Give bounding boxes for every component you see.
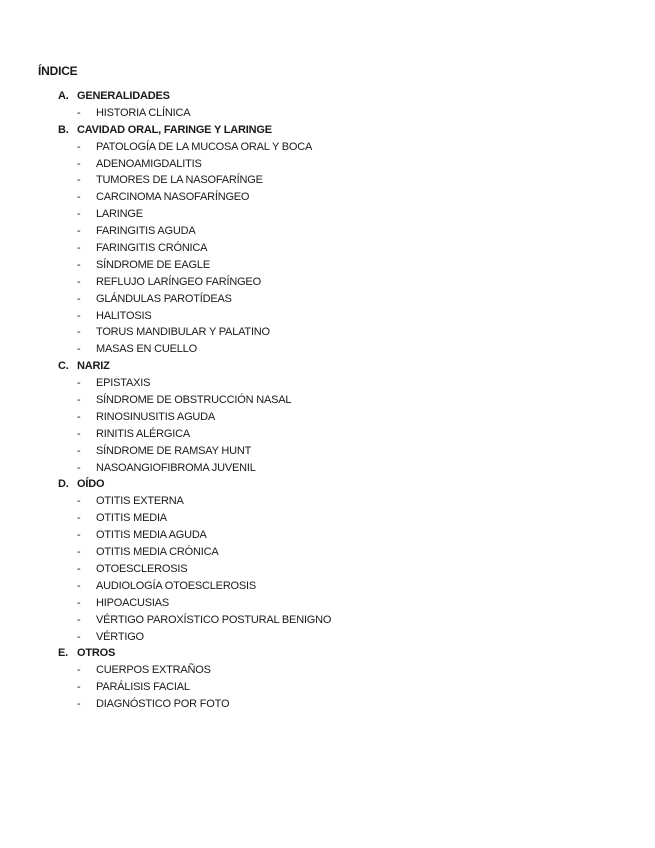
list-dash-marker: - xyxy=(77,343,81,356)
list-dash-marker: - xyxy=(77,242,81,255)
section-letter: D. xyxy=(58,478,69,491)
toc-entry xyxy=(58,679,331,696)
toc-entry-label: OTITIS MEDIA xyxy=(96,512,167,525)
table-of-contents xyxy=(58,88,331,713)
toc-entry-label: NASOANGIOFIBROMA JUVENIL xyxy=(96,461,256,474)
toc-entry-label: GLÁNDULAS PAROTÍDEAS xyxy=(96,292,232,305)
toc-entry-label: DIAGNÓSTICO POR FOTO xyxy=(96,698,230,711)
toc-entry-label: TUMORES DE LA NASOFARÍNGE xyxy=(96,174,263,187)
toc-entry-label: VÉRTIGO xyxy=(96,630,144,643)
toc-entry-label: RINOSINUSITIS AGUDA xyxy=(96,410,216,423)
toc-entry-label: OTITIS MEDIA CRÓNICA xyxy=(96,546,219,559)
list-dash-marker: - xyxy=(77,444,81,457)
toc-entry xyxy=(58,240,331,257)
toc-entry xyxy=(58,460,331,477)
toc-entry-label: TORUS MANDIBULAR Y PALATINO xyxy=(96,326,270,339)
toc-entry-label: EPISTAXIS xyxy=(96,377,151,390)
toc-entry-label: ADENOAMIGDALITIS xyxy=(96,157,202,170)
toc-section xyxy=(58,476,331,493)
toc-entry-label: SÍNDROME DE OBSTRUCCIÓN NASAL xyxy=(96,394,292,407)
toc-entry-label: RINITIS ALÉRGICA xyxy=(96,427,190,440)
toc-entry xyxy=(58,612,331,629)
list-dash-marker: - xyxy=(77,258,81,271)
list-dash-marker: - xyxy=(77,394,81,407)
toc-entry-label: AUDIOLOGÍA OTOESCLEROSIS xyxy=(96,579,257,592)
toc-entry xyxy=(58,561,331,578)
list-dash-marker: - xyxy=(77,664,81,677)
list-dash-marker: - xyxy=(77,562,81,575)
list-dash-marker: - xyxy=(77,512,81,525)
list-dash-marker: - xyxy=(77,309,81,322)
toc-entry xyxy=(58,189,331,206)
list-dash-marker: - xyxy=(77,529,81,542)
toc-entry xyxy=(58,696,331,713)
list-dash-marker: - xyxy=(77,225,81,238)
toc-entry-label: HISTORIA CLÍNICA xyxy=(96,106,191,119)
toc-entry xyxy=(58,392,331,409)
list-dash-marker: - xyxy=(77,427,81,440)
toc-entry-label: CUERPOS EXTRAÑOS xyxy=(96,664,211,677)
list-dash-marker: - xyxy=(77,495,81,508)
toc-entry xyxy=(58,527,331,544)
list-dash-marker: - xyxy=(77,191,81,204)
toc-entry xyxy=(58,172,331,189)
toc-entry xyxy=(58,341,331,358)
section-letter: E. xyxy=(58,647,68,660)
toc-entry xyxy=(58,510,331,527)
list-dash-marker: - xyxy=(77,410,81,423)
toc-entry-label: SÍNDROME DE RAMSAY HUNT xyxy=(96,444,252,457)
section-letter: B. xyxy=(58,123,69,136)
toc-section xyxy=(58,88,331,105)
toc-entry xyxy=(58,629,331,646)
toc-entry-label: FARINGITIS AGUDA xyxy=(96,225,196,238)
section-letter: A. xyxy=(58,90,69,102)
toc-entry-label: SÍNDROME DE EAGLE xyxy=(96,258,210,271)
toc-entry xyxy=(58,375,331,392)
list-dash-marker: - xyxy=(77,613,81,626)
toc-entry-label: REFLUJO LARÍNGEO FARÍNGEO xyxy=(96,275,261,288)
toc-entry-label: OTITIS EXTERNA xyxy=(96,495,184,508)
section-heading: OTROS xyxy=(77,647,116,660)
toc-entry xyxy=(58,578,331,595)
section-heading: NARIZ xyxy=(77,360,110,373)
section-heading: CAVIDAD ORAL, FARINGE Y LARINGE xyxy=(77,123,272,136)
toc-entry xyxy=(58,493,331,510)
toc-entry xyxy=(58,426,331,443)
list-dash-marker: - xyxy=(77,630,81,643)
toc-entry-label: LARINGE xyxy=(96,208,143,221)
list-dash-marker: - xyxy=(77,106,81,119)
toc-entry xyxy=(58,257,331,274)
toc-entry xyxy=(58,308,331,325)
list-dash-marker: - xyxy=(77,208,81,221)
toc-section xyxy=(58,358,331,375)
toc-entry-label: PARÁLISIS FACIAL xyxy=(96,681,190,694)
toc-entry xyxy=(58,409,331,426)
list-dash-marker: - xyxy=(77,546,81,559)
toc-entry xyxy=(58,662,331,679)
toc-entry xyxy=(58,156,331,173)
toc-entry-label: VÉRTIGO PAROXÍSTICO POSTURAL BENIGNO xyxy=(96,613,332,626)
toc-section xyxy=(58,122,331,139)
toc-entry-label: MASAS EN CUELLO xyxy=(96,343,197,356)
toc-entry xyxy=(58,544,331,561)
toc-entry xyxy=(58,206,331,223)
toc-entry xyxy=(58,139,331,156)
list-dash-marker: - xyxy=(77,698,81,711)
toc-entry-label: OTITIS MEDIA AGUDA xyxy=(96,529,207,542)
list-dash-marker: - xyxy=(77,596,81,609)
toc-entry-label: HALITOSIS xyxy=(96,309,152,322)
toc-section xyxy=(58,645,331,662)
list-dash-marker: - xyxy=(77,681,81,694)
section-heading: GENERALIDADES xyxy=(77,90,170,102)
list-dash-marker: - xyxy=(77,461,81,474)
toc-entry-label: CARCINOMA NASOFARÍNGEO xyxy=(96,191,250,204)
toc-entry-label: FARINGITIS CRÓNICA xyxy=(96,242,208,255)
toc-entry xyxy=(58,595,331,612)
list-dash-marker: - xyxy=(77,174,81,187)
section-letter: C. xyxy=(58,360,69,373)
toc-entry xyxy=(58,105,331,122)
list-dash-marker: - xyxy=(77,275,81,288)
list-dash-marker: - xyxy=(77,140,81,153)
toc-entry-label: HIPOACUSIAS xyxy=(96,596,169,609)
toc-entry-label: PATOLOGÍA DE LA MUCOSA ORAL Y BOCA xyxy=(96,140,313,153)
list-dash-marker: - xyxy=(77,292,81,305)
list-dash-marker: - xyxy=(77,377,81,390)
toc-entry xyxy=(58,324,331,341)
section-heading: OÍDO xyxy=(77,478,105,491)
toc-entry xyxy=(58,223,331,240)
toc-entry xyxy=(58,443,331,460)
index-title: ÍNDICE xyxy=(38,64,78,78)
toc-entry xyxy=(58,274,331,291)
list-dash-marker: - xyxy=(77,326,81,339)
toc-entry-label: OTOESCLEROSIS xyxy=(96,562,188,575)
toc-entry xyxy=(58,291,331,308)
list-dash-marker: - xyxy=(77,579,81,592)
list-dash-marker: - xyxy=(77,157,81,170)
